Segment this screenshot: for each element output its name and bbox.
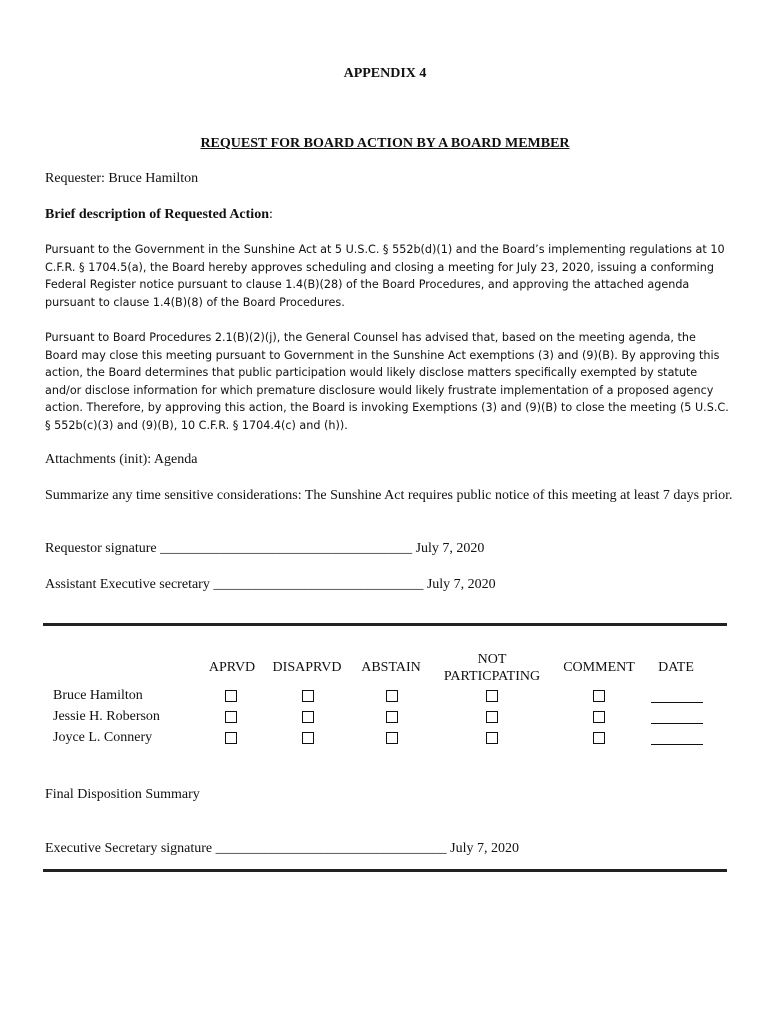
- checkbox-comment-row-2[interactable]: [593, 711, 605, 723]
- col-header-not-line2: PARTICPATING: [443, 669, 541, 684]
- member-name-2: Jessie H. Roberson: [53, 709, 160, 724]
- requestor-signature-line: Requestor signature ____________________________________ July 7, 2020: [45, 541, 485, 556]
- checkbox-disaprvd-row-3[interactable]: [302, 732, 314, 744]
- checkbox-aprvd-row-1[interactable]: [225, 690, 237, 702]
- member-name-1: Bruce Hamilton: [53, 688, 143, 703]
- appendix-label: APPENDIX 4: [343, 66, 427, 81]
- checkbox-not-participating-row-2[interactable]: [486, 711, 498, 723]
- checkbox-aprvd-row-3[interactable]: [225, 732, 237, 744]
- top-divider: [43, 623, 727, 626]
- checkbox-aprvd-row-2[interactable]: [225, 711, 237, 723]
- col-header-comment: COMMENT: [563, 660, 635, 675]
- checkbox-not-participating-row-3[interactable]: [486, 732, 498, 744]
- member-name-3: Joyce L. Connery: [53, 730, 153, 745]
- bottom-divider: [43, 869, 727, 872]
- action-paragraph-2: Pursuant to Board Procedures 2.1(B)(2)(j), the General Counsel has advised that, based on the meeting agenda, the Board may close this meeting pursuant to Government in the Sunshine Act exemptions (3) and (9)(B). By approving this action, the Board determines that public participation would likely disclose matters specifically exempted by statute and/or disclose information for which premature disclosure would likely frustrate implementation of a proposed agency action. Therefore, by approving this action, the Board is invoking Exemptions (3) and (9)(B) to close the meeting (5 U.S.C. § 552b(c)(3) and (9)(B), 10 C.F.R. § 1704.4(c) and (h)).: [45, 331, 729, 432]
- final-disposition-summary: Final Disposition Summary: [45, 787, 200, 802]
- assistant-secretary-signature-line: Assistant Executive secretary ______________________________ July 7, 2020: [45, 577, 496, 592]
- checkbox-disaprvd-row-1[interactable]: [302, 690, 314, 702]
- requester-line: Requester: Bruce Hamilton: [45, 171, 199, 186]
- time-sensitive-summary: Summarize any time sensitive considerations: The Sunshine Act requires public notice of this meeting at least 7 days prior.: [45, 488, 733, 503]
- col-header-date: DATE: [658, 660, 694, 675]
- executive-secretary-signature-line: Executive Secretary signature _________________________________ July 7, 2020: [45, 841, 519, 856]
- checkbox-abstain-row-2[interactable]: [386, 711, 398, 723]
- col-header-not-participating: [432, 651, 552, 685]
- date-line-row-1[interactable]: [651, 702, 703, 703]
- checkbox-not-participating-row-1[interactable]: [486, 690, 498, 702]
- brief-description-label: Brief description of Requested Action: [45, 207, 269, 222]
- col-header-not-line1: NOT: [477, 652, 507, 667]
- checkbox-abstain-row-3[interactable]: [386, 732, 398, 744]
- form-title: REQUEST FOR BOARD ACTION BY A BOARD MEMBER: [200, 136, 570, 151]
- brief-description-colon: :: [268, 207, 273, 222]
- col-header-abstain: ABSTAIN: [361, 660, 421, 675]
- checkbox-disaprvd-row-2[interactable]: [302, 711, 314, 723]
- brief-description-heading: [45, 207, 273, 223]
- date-line-row-3[interactable]: [651, 744, 703, 745]
- date-line-row-2[interactable]: [651, 723, 703, 724]
- checkbox-abstain-row-1[interactable]: [386, 690, 398, 702]
- checkbox-comment-row-3[interactable]: [593, 732, 605, 744]
- checkbox-comment-row-1[interactable]: [593, 690, 605, 702]
- col-header-disaprvd: DISAPRVD: [272, 660, 342, 675]
- action-paragraph-1: Pursuant to the Government in the Sunshine Act at 5 U.S.C. § 552b(d)(1) and the Board’s implementing regulations at 10 C.F.R. § 1704.5(a), the Board hereby approves scheduling and closing a meeting for July 23, 2020, issuing a conforming Federal Register notice pursuant to clause 1.4(B)(28) of the Board Procedures, and approving the attached agenda pursuant to clause 1.4(B)(8) of the Board Procedures.: [45, 243, 725, 309]
- col-header-aprvd: APRVD: [208, 660, 256, 675]
- attachments-line: Attachments (init): Agenda: [45, 452, 198, 467]
